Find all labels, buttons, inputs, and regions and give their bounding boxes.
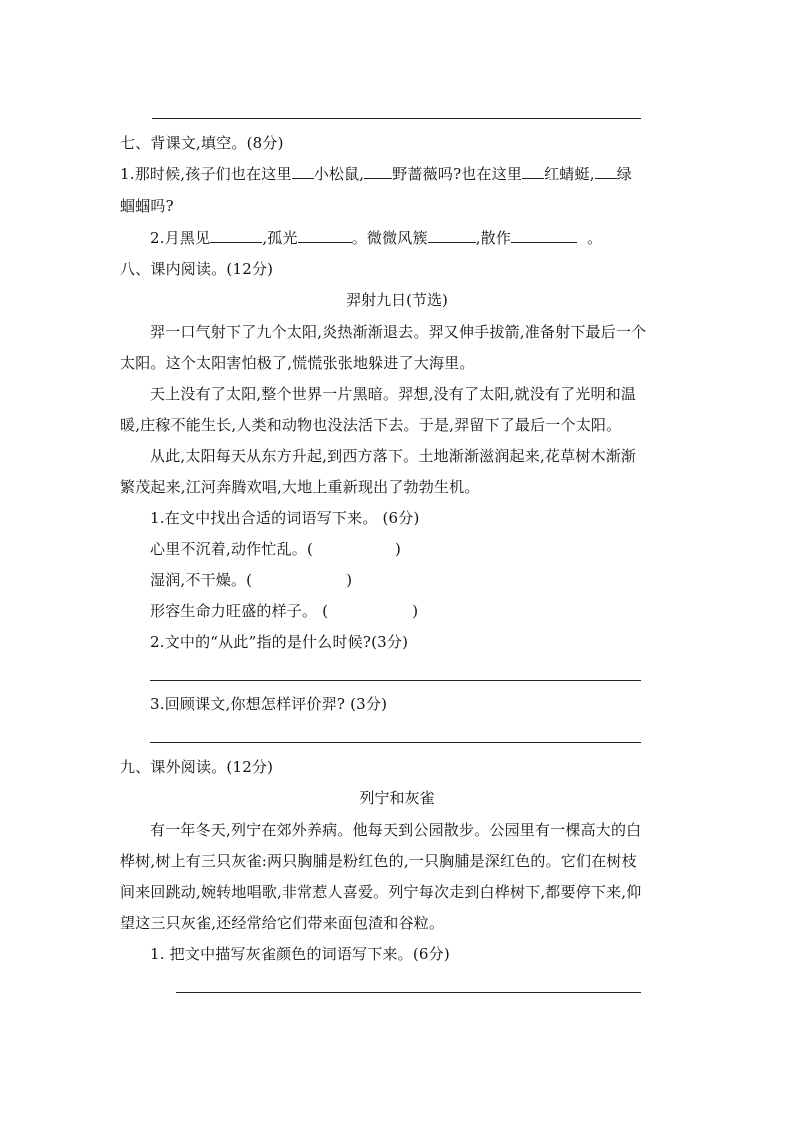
sec9-p1-line2: 桦树,树上有三只灰雀:两只胸脯是粉红色的,一只胸脯是深红色的。它们在树枝 [120,852,637,870]
sec7-q2-text-a: 2.月黑见 [150,229,211,247]
fill-blank[interactable] [292,164,314,179]
fill-blank[interactable] [210,228,262,243]
sec8-title-text: 羿射九日(节选) [346,291,448,309]
sec9-p1-line3: 间来回跳动,婉转地唱歌,非常惹人喜爱。列宁每次走到白桦树下,都要停下来,仰 [120,883,642,901]
sec8-q2: 2.文中的“从此”指的是什么时候?(3分) [150,633,409,651]
sec8-q1: 1.在文中找出合适的词语写下来。 (6分) [150,509,420,527]
sec8-q1b [150,570,352,590]
sec8-q3: 3.回顾课文,你想怎样评价羿? (3分) [150,695,388,713]
sec7-q2-text-e: 。 [587,229,603,247]
sec7-q1-text-b: 小松鼠, [313,165,365,183]
sec8-q1b-text: 湿润,不干燥。( [150,571,253,589]
sec9-title-text: 列宁和灰雀 [359,789,435,807]
answer-line-sec9-q1[interactable] [176,992,641,993]
sec7-q2-line [150,228,602,248]
sec7-q2-text-d: ,散作 [475,229,512,247]
close-paren: ) [412,602,419,620]
sec7-q1-line2: 蝈蝈吗? [120,197,174,215]
sec9-p1-line4: 望这三只灰雀,还经常给它们带来面包渣和谷粒。 [120,914,445,932]
sec8-passage-title [0,290,794,310]
sec8-p3-line1: 从此,太阳每天从东方升起,到西方落下。土地渐渐滋润起来,花草树木渐渐 [150,447,637,465]
fill-blank[interactable] [511,228,577,243]
sec8-q1a [150,539,401,559]
sec9-passage-title [0,788,794,808]
sec7-q1-text-d: 红蜻蜓, [544,165,595,183]
section-8-heading: 八、课内阅读。(12分) [120,260,274,278]
close-paren: ) [395,540,402,558]
fill-blank[interactable] [595,164,617,179]
close-paren: ) [346,571,353,589]
section-7-heading: 七、背课文,填空。(8分) [120,134,284,152]
fill-blank[interactable] [428,228,476,243]
sec8-q1c-text: 形容生命力旺盛的样子。 ( [150,602,329,620]
sec7-q1-text-a: 1.那时候,孩子们也在这里 [120,165,292,183]
answer-space[interactable] [313,540,395,554]
sec8-p1-line2: 太阳。这个太阳害怕极了,慌慌张张地躲进了大海里。 [120,354,475,372]
fill-blank[interactable] [298,228,352,243]
sec8-p1-line1: 羿一口气射下了九个太阳,炎热渐渐退去。羿又伸手拔箭,准备射下最后一个 [150,323,647,341]
sec9-q1: 1. 把文中描写灰雀颜色的词语写下来。(6分) [150,945,450,963]
answer-line-q3[interactable] [150,742,641,743]
fill-blank[interactable] [364,164,392,179]
sec8-p2-line2: 暖,庄稼不能生长,人类和动物也没法活下去。于是,羿留下了最后一个太阳。 [120,416,622,434]
sec7-q2-text-b: ,孤光 [262,229,298,247]
section-9-heading: 九、课外阅读。(12分) [120,758,274,776]
sec8-p2-line1: 天上没有了太阳,整个世界一片黑暗。羿想,没有了太阳,就没有了光明和温 [150,385,637,403]
answer-space[interactable] [328,602,412,616]
sec7-q1-text-e: 绿 [616,165,632,183]
answer-space[interactable] [252,571,346,585]
sec8-q1c [150,601,418,621]
answer-line-q2[interactable] [150,680,641,681]
sec8-q1a-text: 心里不沉着,动作忙乱。( [150,540,314,558]
sec8-p3-line2: 繁茂起来,江河奔腾欢唱,大地上重新现出了勃勃生机。 [120,478,480,496]
sec7-q2-text-c: 。微微风簇 [351,229,428,247]
fill-blank[interactable] [522,164,544,179]
sec9-p1-line1: 有一年冬天,列宁在郊外养病。他每天到公园散步。公园里有一棵高大的白 [150,821,642,839]
answer-line-top[interactable] [152,118,641,119]
sec7-q1-line1 [120,164,632,184]
sec7-q1-text-c: 野蔷薇吗?也在这里 [392,165,523,183]
